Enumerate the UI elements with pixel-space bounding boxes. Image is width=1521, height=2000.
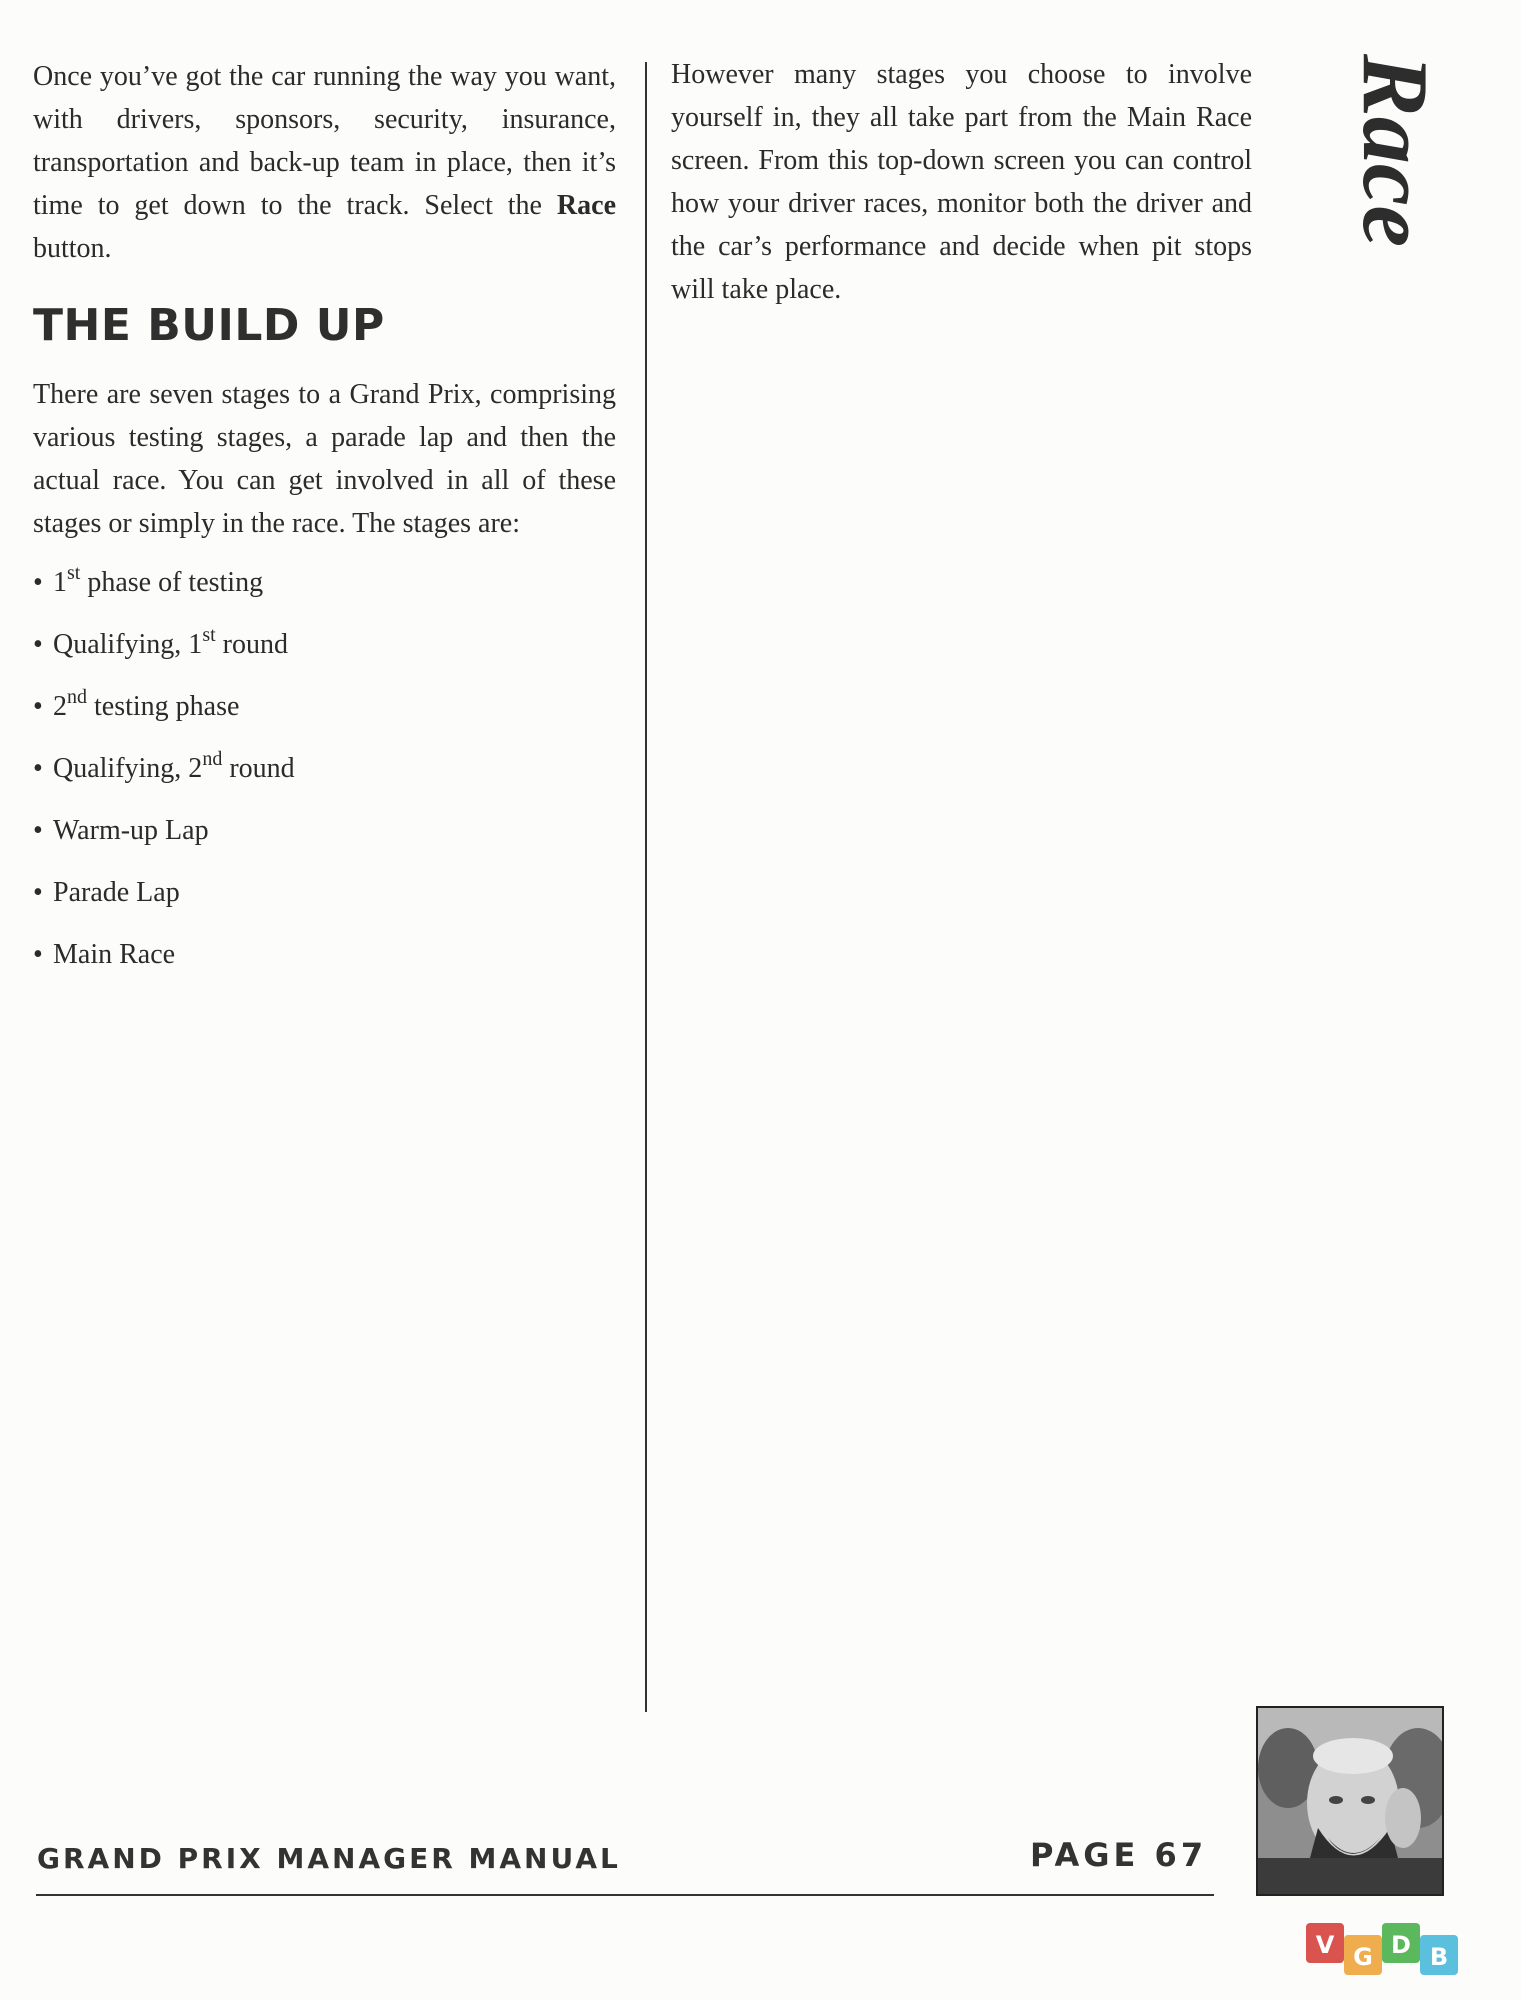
vgdb-logo xyxy=(1306,1917,1466,1985)
list-item: • Qualifying, 2nd round xyxy=(33,751,616,787)
driver-photo-image xyxy=(1258,1708,1442,1894)
section-title: Race xyxy=(1343,54,1447,248)
list-item: • Warm-up Lap xyxy=(33,813,616,849)
list-item: • 2nd testing phase xyxy=(33,689,616,725)
driver-photo xyxy=(1256,1706,1444,1896)
bullet-icon: • xyxy=(33,877,43,908)
list-item: • 1st phase of testing xyxy=(33,565,616,601)
list-item: • Parade Lap xyxy=(33,875,616,911)
bullet-icon: • xyxy=(33,753,43,784)
bullet-icon: • xyxy=(33,815,43,846)
intro-text-end: button. xyxy=(33,233,112,264)
vgdb-logo-icon xyxy=(1306,1917,1466,1985)
footer-rule xyxy=(36,1894,1214,1896)
svg-text:D: D xyxy=(1391,1931,1411,1959)
section-heading: THE BUILD UP xyxy=(33,300,385,351)
intro-text: Once you’ve got the car running the way you want, with drivers, sponsors, security, insurance, transportation and back-up team in place, then it’s time to get down to the track. Select the xyxy=(33,61,616,221)
manual-title: GRAND PRIX MANAGER MANUAL xyxy=(37,1842,621,1875)
list-item: • Qualifying, 1st round xyxy=(33,627,616,663)
svg-text:V: V xyxy=(1315,1931,1335,1959)
list-item: • Main Race xyxy=(33,937,616,973)
page-number: PAGE 67 xyxy=(1030,1836,1208,1874)
bullet-icon: • xyxy=(33,691,43,722)
race-button-reference: Race xyxy=(556,190,616,221)
svg-text:G: G xyxy=(1353,1943,1373,1971)
svg-text:B: B xyxy=(1429,1943,1449,1971)
stages-intro-paragraph: There are seven stages to a Grand Prix, comprising various testing stages, a parade lap and then the actual race. You can get involved in all of these stages or simply in the race. The stages are: xyxy=(33,379,616,539)
bullet-icon: • xyxy=(33,629,43,660)
left-column xyxy=(33,55,616,999)
right-column xyxy=(671,53,1252,311)
bullet-icon: • xyxy=(33,939,43,970)
column-divider xyxy=(645,62,647,1712)
intro-paragraph xyxy=(33,55,616,270)
stages-list xyxy=(33,562,616,973)
race-screen-paragraph: However many stages you choose to involve yourself in, they all take part from the Main Race screen. From this top-down screen you can control how your driver races, monitor both the driver and the car’s performance and decide when pit stops will take place. xyxy=(671,59,1252,305)
bullet-icon: • xyxy=(33,567,43,598)
